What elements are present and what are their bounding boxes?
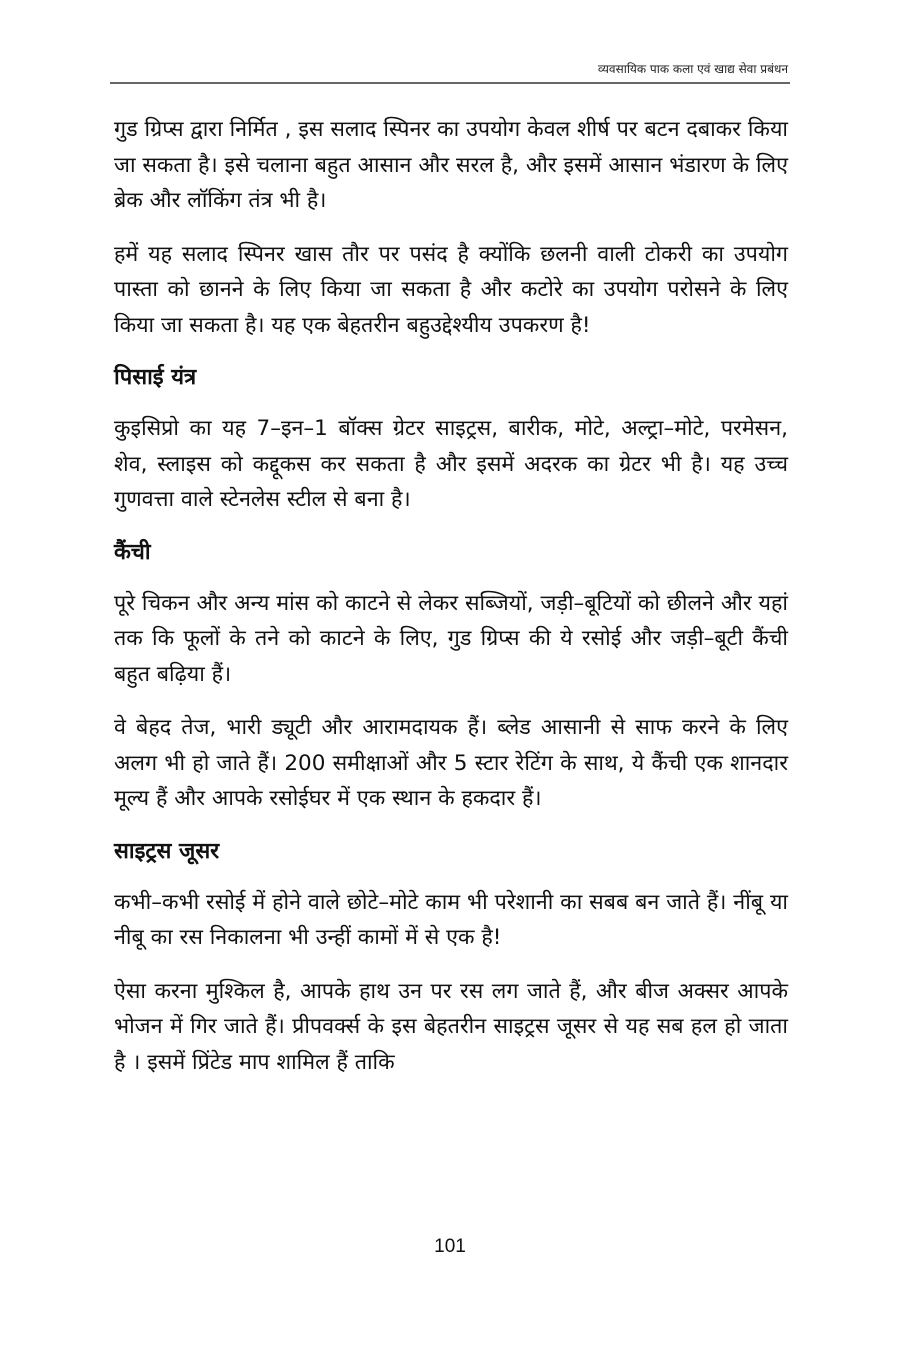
grater-paragraph: कुइसिप्रो का यह 7–इन–1 बॉक्स ग्रेटर साइट्रस, बारीक, मोटे, अल्ट्रा–मोटे, परमेसन, शेव, स्लाइस को कद्दूकस कर सकता है और इसमें अदरक का ग्रेटर भी है। यह उच्च गुणवत्ता वाले स्टेनलेस स्टील से बना है। [114,416,788,512]
page-number: 101 [434,1236,466,1257]
salad-spinner-paragraph-2: हमें यह सलाद स्पिनर खास तौर पर पसंद है क्योंकि छलनी वाली टोकरी का उपयोग पास्ता को छानने के लिए किया जा सकता है और कटोरे का उपयोग परोसने के लिए किया जा सकता है। यह एक बेहतरीन बहुउद्देश्यीय उपकरण है! [114,241,788,338]
header-rule [110,82,790,84]
scissors-heading: कैंची [114,539,151,565]
page-content [114,112,788,1098]
citrus-juicer-heading: साइट्रस जूसर [114,838,220,864]
salad-spinner-paragraph-1: गुड ग्रिप्स द्वारा निर्मित , इस सलाद स्पिनर का उपयोग केवल शीर्ष पर बटन दबाकर किया जा सकता है। इसे चलाना बहुत आसान और सरल है, और इसमें आसान भंडारण के लिए ब्रेक और लॉकिंग तंत्र भी है। [114,117,788,213]
citrus-juicer-paragraph-1: कभी–कभी रसोई में होने वाले छोटे–मोटे काम भी परेशानी का सबब बन जाते हैं। नींबू या नीबू का रस निकालना भी उन्हीं कामों में से एक है! [114,889,788,950]
grater-heading: पिसाई यंत्र [114,365,197,390]
citrus-juicer-paragraph-2: ऐसा करना मुश्किल है, आपके हाथ उन पर रस लग जाते हैं, और बीज अक्सर आपके भोजन में गिर जाते हैं। प्रीपवर्क्स के इस बेहतरीन साइट्रस जूसर से यह सब हल हो जाता है । इसमें प्रिंटेड माप शामिल हैं ताकि [114,978,788,1075]
scissors-paragraph-1: पूरे चिकन और अन्य मांस को काटने से लेकर सब्जियों, जड़ी–बूटियों को छीलने और यहां तक कि फूलों के तने को काटने के लिए, गुड ग्रिप्स की ये रसोई और जड़ी–बूटी कैंची बहुत बढ़िया हैं। [114,590,788,687]
scissors-paragraph-2: वे बेहद तेज, भारी ड्यूटी और आरामदायक हैं। ब्लेड आसानी से साफ करने के लिए अलग भी हो जाते हैं। 200 समीक्षाओं और 5 स्टार रेटिंग के साथ, ये कैंची एक शानदार मूल्य हैं और आपके रसोईघर में एक स्थान के हकदार हैं। [114,715,788,811]
running-header: व्यवसायिक पाक कला एवं खाद्य सेवा प्रबंधन [597,62,788,76]
